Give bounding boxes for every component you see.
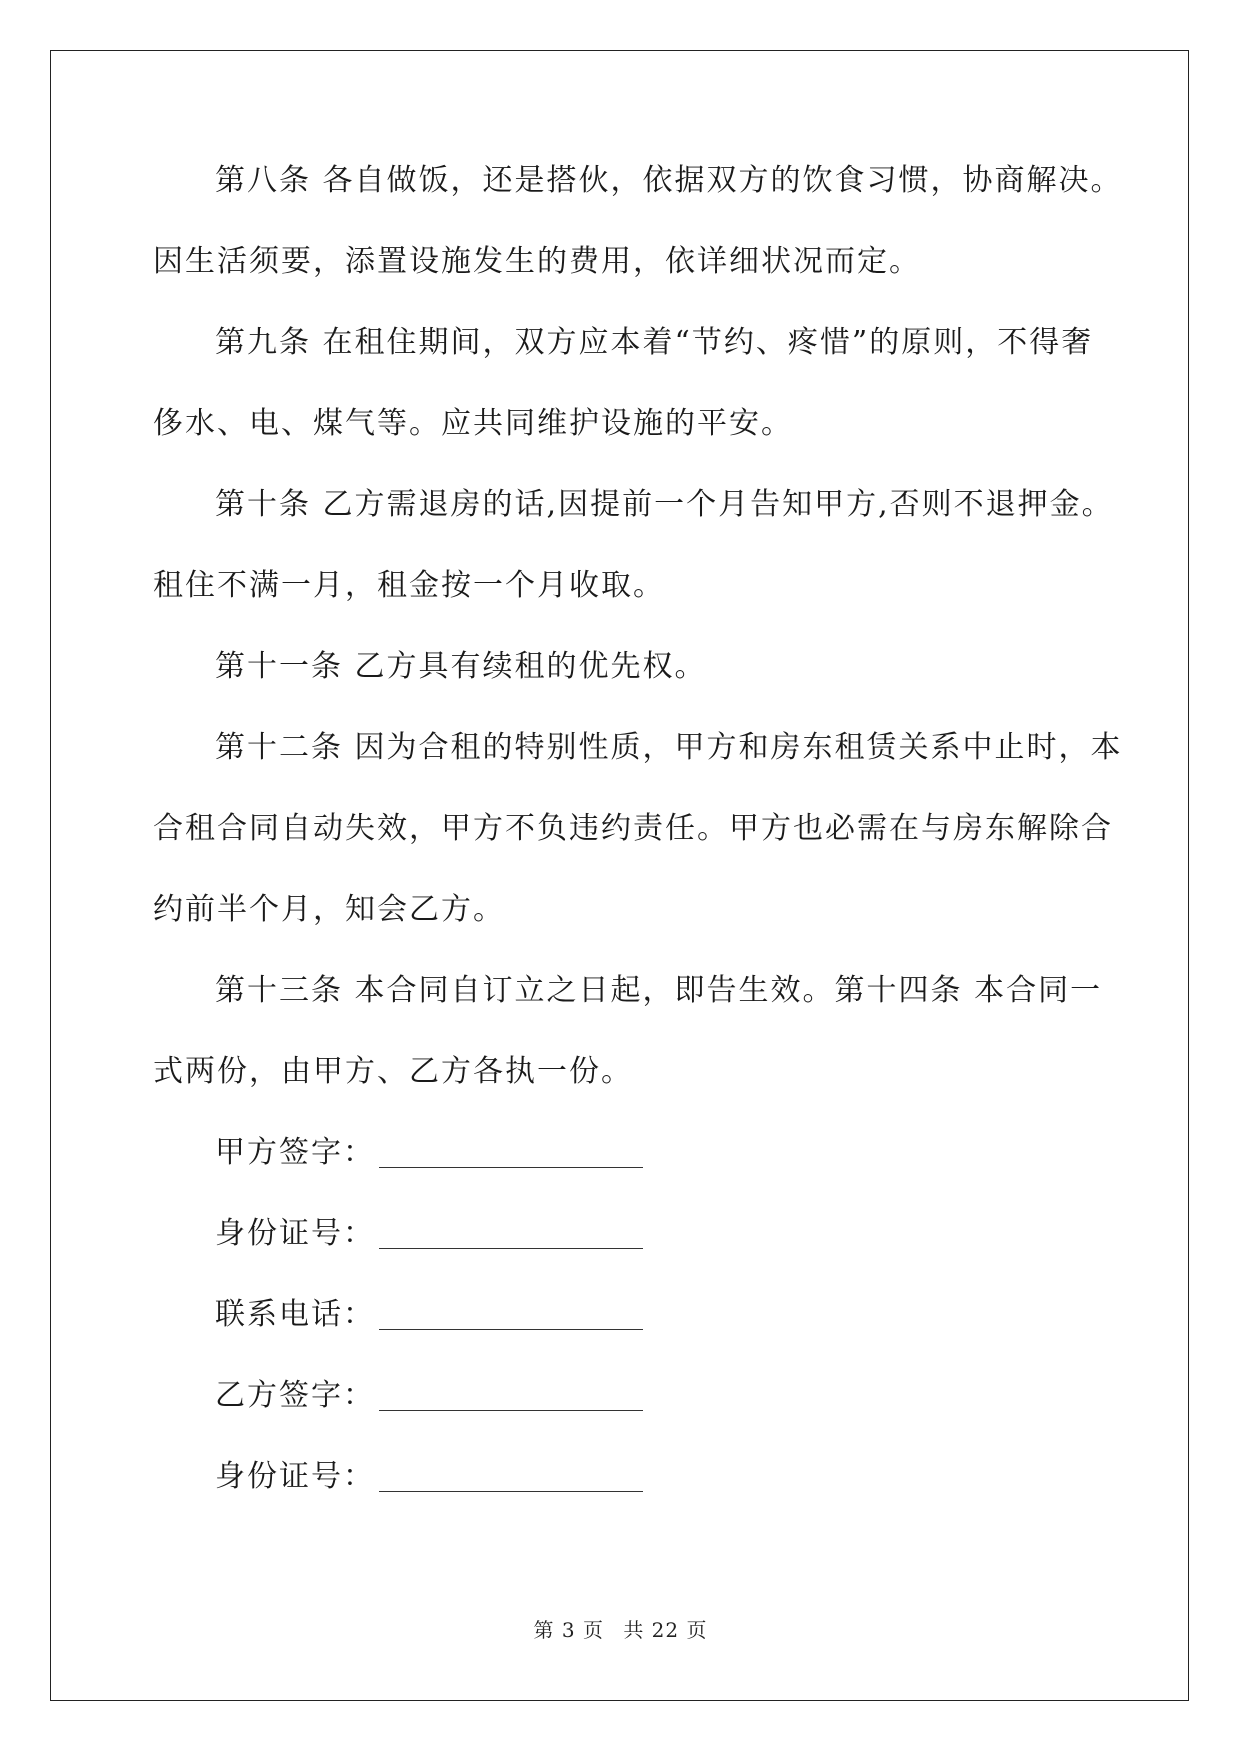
signature-label: 乙方签字： — [215, 1378, 375, 1413]
signature-blank-line[interactable] — [379, 1465, 643, 1492]
signature-row-party-b — [153, 1375, 1091, 1456]
signature-label: 身份证号： — [215, 1216, 375, 1251]
signature-row-party-a-id — [153, 1213, 1091, 1294]
text-line: 第九条 在租住期间，双方应本着“节约、疼惜”的原则，不得奢 — [215, 325, 1094, 360]
signature-row-party-a — [153, 1132, 1091, 1213]
signature-row-party-b-id — [153, 1456, 1091, 1537]
text-line: 式两份，由甲方、乙方各执一份。 — [153, 1054, 633, 1089]
page-number-total: 共 22 页 — [623, 1618, 708, 1642]
text-line: 第十条 乙方需退房的话,因提前一个月告知甲方,否则不退押金。 — [215, 487, 1114, 522]
text-line: 第十一条 乙方具有续租的优先权。 — [215, 649, 707, 684]
signature-blank-line[interactable] — [379, 1384, 643, 1411]
text-line: 第十二条 因为合租的特别性质，甲方和房东租赁关系中止时，本 — [215, 730, 1123, 765]
document-body — [153, 160, 1123, 1537]
text-line: 约前半个月，知会乙方。 — [153, 892, 505, 927]
signature-blank-line[interactable] — [379, 1303, 643, 1330]
page-footer — [0, 1614, 1241, 1643]
text-line: 合租合同自动失效，甲方不负违约责任。甲方也必需在与房东解除合 — [153, 811, 1113, 846]
text-line: 第十三条 本合同自订立之日起，即告生效。第十四条 本合同一 — [215, 973, 1103, 1008]
text-line: 租住不满一月，租金按一个月收取。 — [153, 568, 665, 603]
signature-blank-line[interactable] — [379, 1222, 643, 1249]
signature-row-phone — [153, 1294, 1091, 1375]
text-line: 第八条 各自做饭，还是搭伙，依据双方的饮食习惯，协商解决。 — [215, 163, 1123, 198]
signature-label: 身份证号： — [215, 1459, 375, 1494]
page-number-current: 第 3 页 — [533, 1618, 604, 1642]
text-line: 因生活须要，添置设施发生的费用，依详细状况而定。 — [153, 244, 921, 279]
signature-label: 甲方签字： — [215, 1135, 375, 1170]
signature-label: 联系电话： — [215, 1297, 375, 1332]
signature-blank-line[interactable] — [379, 1141, 643, 1168]
text-line: 侈水、电、煤气等。应共同维护设施的平安。 — [153, 406, 793, 441]
